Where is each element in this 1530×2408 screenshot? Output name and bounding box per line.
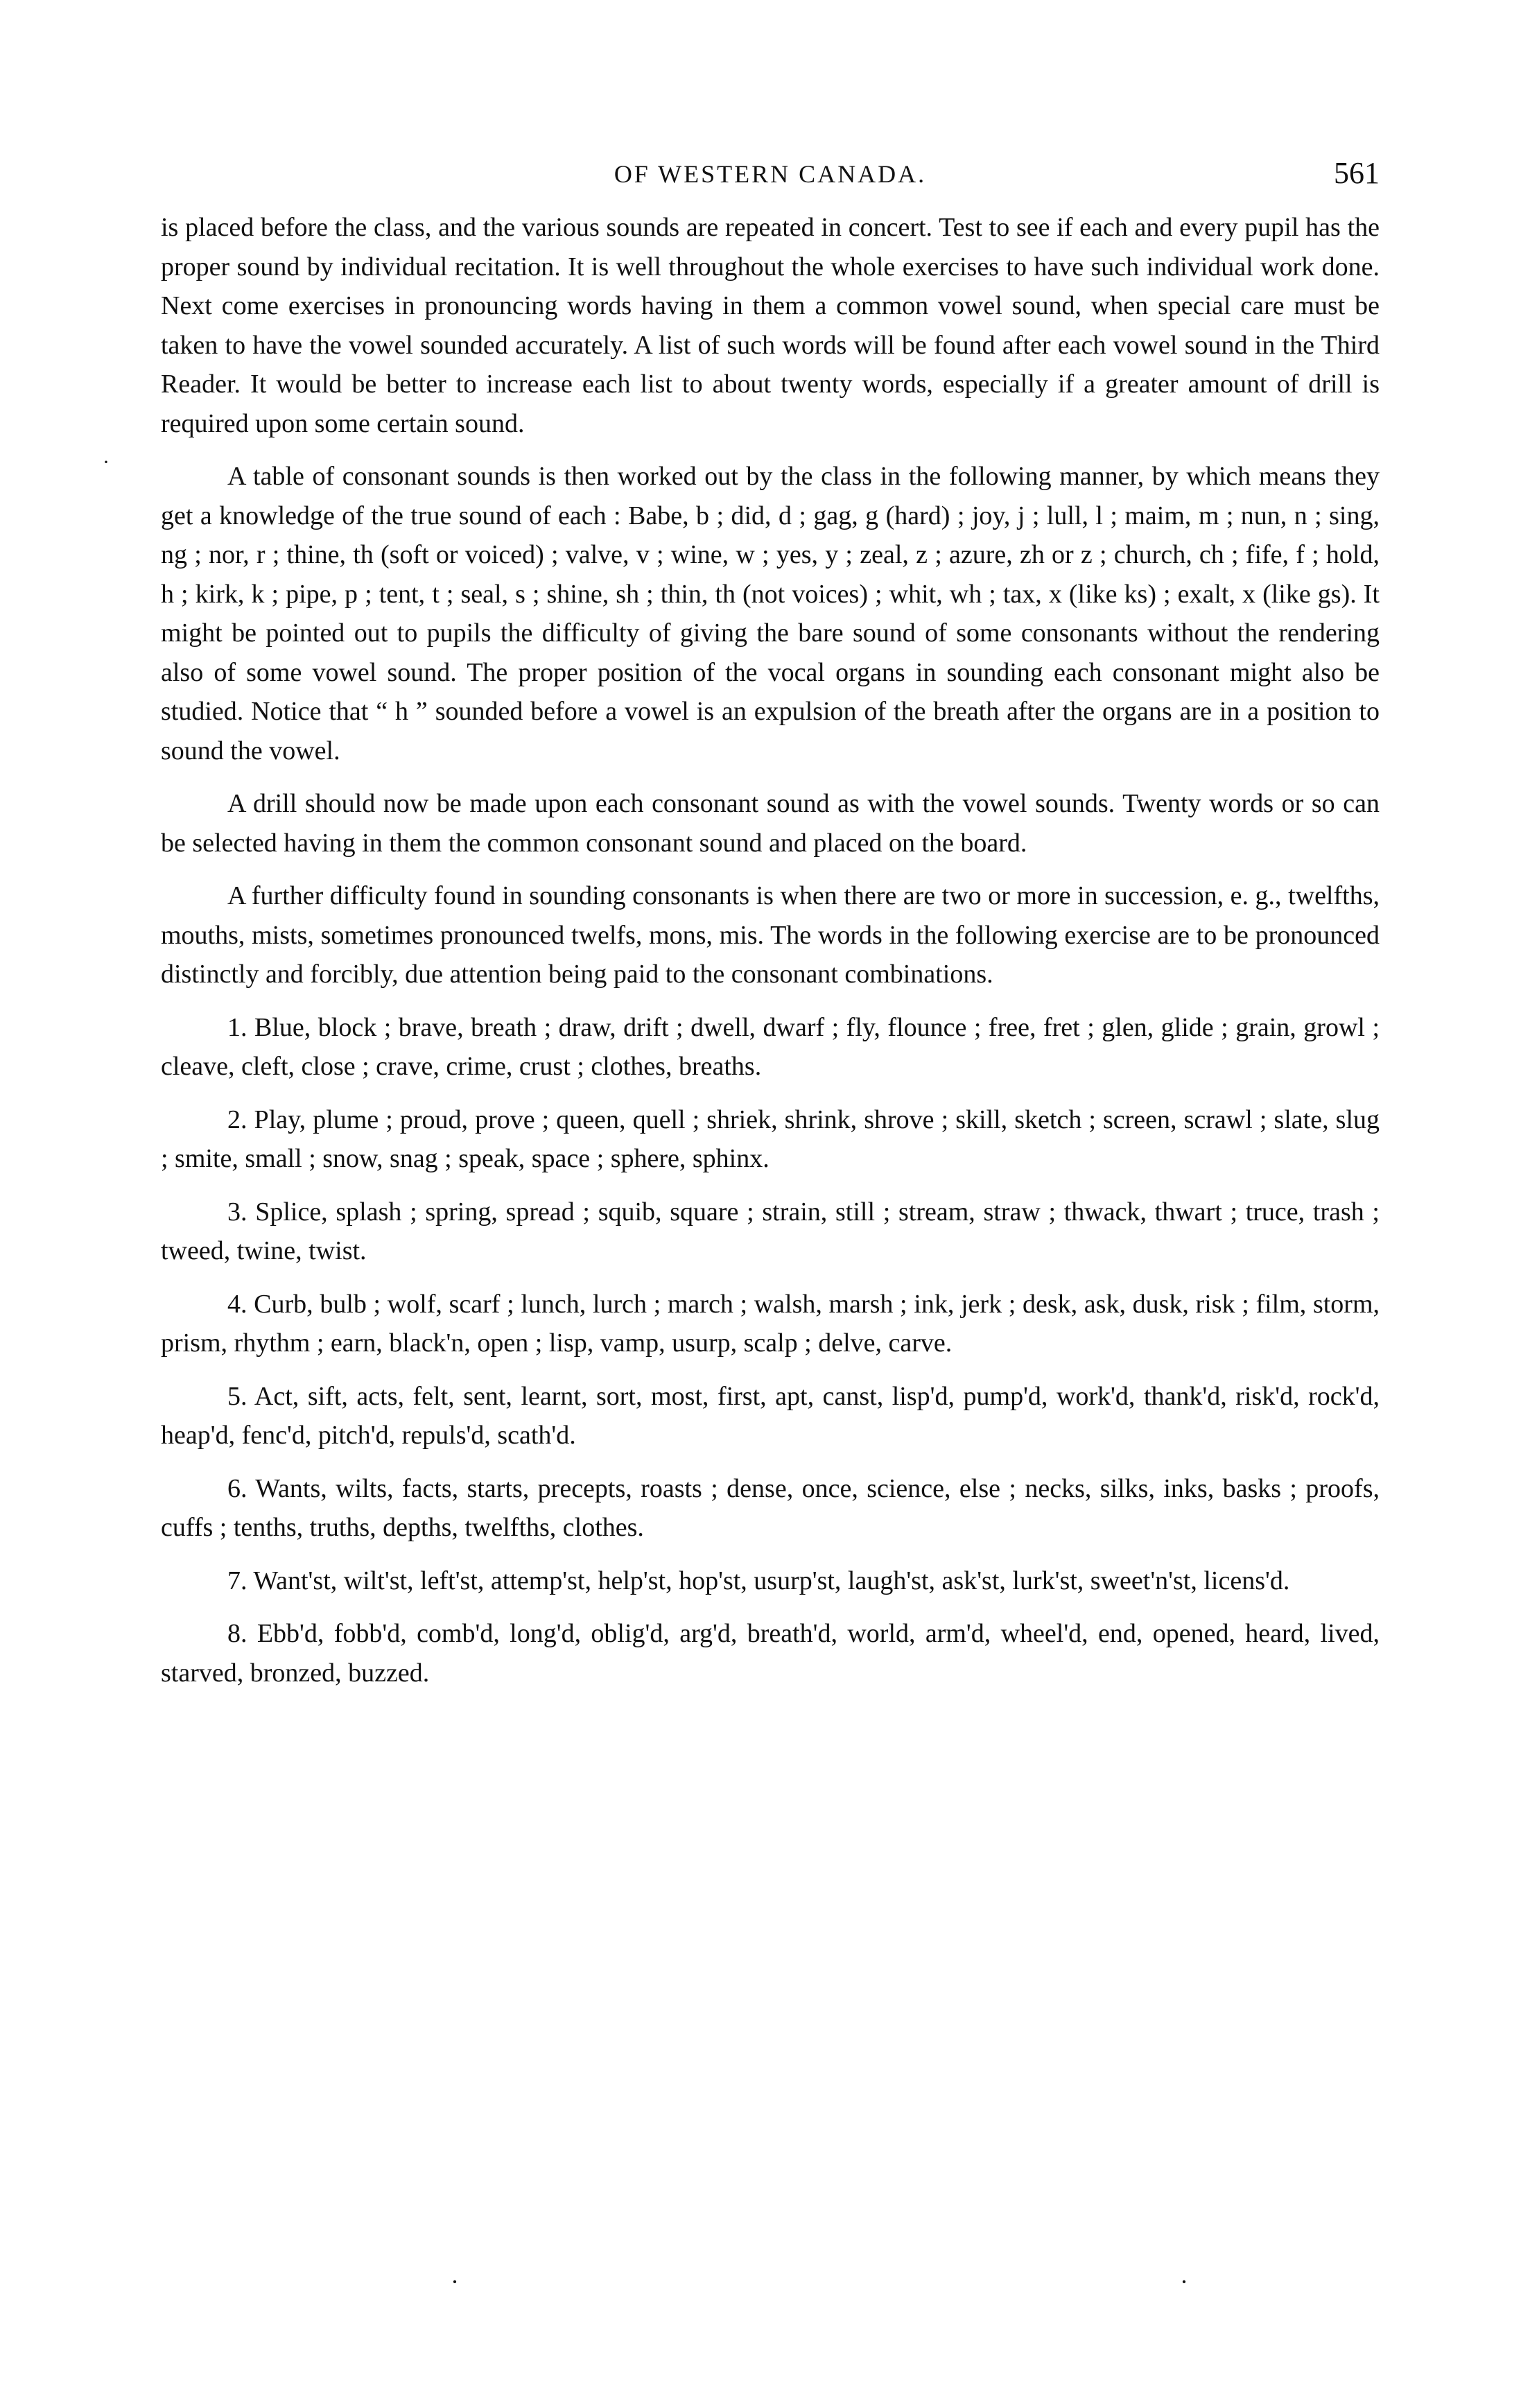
exercise-item: 5. Act, sift, acts, felt, sent, learnt, sort, most, first, apt, canst, lisp'd, pump'd, work'd, thank'd, risk'd, rock'd, heap'd, fenc'd, pitch'd, repuls'd, scath'd. bbox=[161, 1381, 1380, 1450]
page-number: 561 bbox=[1334, 156, 1380, 190]
exercise-item: 7. Want'st, wilt'st, left'st, attemp'st, help'st, hop'st, usurp'st, laugh'st, ask'st, lurk'st, sweet'n'st, licens'd. bbox=[227, 1566, 1290, 1595]
footer-marks bbox=[0, 2267, 1530, 2295]
exercise-item: 4. Curb, bulb ; wolf, scarf ; lunch, lurch ; march ; walsh, marsh ; ink, jerk ; desk, ask, dusk, risk ; film, storm, prism, rhythm ; earn, black'n, open ; lisp, vamp, usurp, scalp ; delve, carve. bbox=[161, 1289, 1380, 1358]
exercise-item: 8. Ebb'd, fobb'd, comb'd, long'd, oblig'd, arg'd, breath'd, world, arm'd, wheel'd, end, opened, heard, lived, starved, bronzed, buzzed. bbox=[161, 1619, 1380, 1688]
running-header bbox=[161, 156, 1380, 208]
paragraph-difficulty: A further difficulty found in sounding consonants is when there are two or more in succession, e. g., twelfths, mouths, mists, sometimes pronounced twelfs, mons, mis. The words in the following exercise are to be pronounced distinctly and forcibly, due attention being paid to the consonant combinations. bbox=[161, 881, 1380, 989]
page-body bbox=[161, 156, 1380, 1692]
margin-mark: · bbox=[103, 451, 110, 474]
footer-mark-right: · bbox=[1180, 2268, 1188, 2296]
paragraph-drill: A drill should now be made upon each consonant sound as with the vowel sounds. Twenty words or so can be selected having in them the common consonant sound and placed on the board. bbox=[161, 789, 1380, 858]
exercise-item: 2. Play, plume ; proud, prove ; queen, quell ; shriek, shrink, shrove ; skill, sketch ; screen, scrawl ; slate, slug ; smite, small ; snow, snag ; speak, space ; sphere, sphinx. bbox=[161, 1105, 1380, 1173]
footer-mark-left: · bbox=[451, 2268, 459, 2296]
paragraph-continued: is placed before the class, and the various sounds are repeated in concert. Test to see if each and every pupil has the proper sound by individual recitation. It is well throughout the whole exercises to have such individual work done. Next come exercises in pronouncing words having in them a common vowel sound, when special care must be taken to have the vowel sounded accurately. A list of such words will be found after each vowel sound in the Third Reader. It would be better to increase each list to about twenty words, especially if a greater amount of drill is required upon some certain sound. bbox=[161, 213, 1380, 438]
paragraph-consonant-table: A table of consonant sounds is then worked out by the class in the following manner, by which means they get a knowledge of the true sound of each : Babe, b ; did, d ; gag, g (hard) ; joy, j ; lull, l ; maim, m ; nun, n ; sing, ng ; nor, r ; thine, th (soft or voiced) ; valve, v ; wine, w ; yes, y ; zeal, z ; azure, zh or z ; church, ch ; fife, f ; hold, h ; kirk, k ; pipe, p ; tent, t ; seal, s ; shine, sh ; thin, th (not voices) ; whit, wh ; tax, x (like ks) ; exalt, x (like gs). It might be pointed out to pupils the difficulty of giving the bare sound of some consonants without the rendering also of some vowel sound. The proper position of the vocal organs in sounding each consonant might also be studied. Notice that “ h ” sounded before a vowel is an expulsion of the breath after the organs are in a position to sound the vowel. bbox=[161, 462, 1380, 765]
exercise-item: 1. Blue, block ; brave, breath ; draw, drift ; dwell, dwarf ; fly, flounce ; free, fret ; glen, glide ; grain, growl ; cleave, cleft, close ; crave, crime, crust ; clothes, breaths. bbox=[161, 1012, 1380, 1081]
exercise-item: 6. Wants, wilts, facts, starts, precepts, roasts ; dense, once, science, else ; necks, silks, inks, basks ; proofs, cuffs ; tenths, truths, depths, twelfths, clothes. bbox=[161, 1473, 1380, 1542]
exercise-item: 3. Splice, splash ; spring, spread ; squib, square ; strain, still ; stream, straw ; thwack, thwart ; truce, trash ; tweed, twine, twist. bbox=[161, 1197, 1380, 1265]
running-title: OF WESTERN CANADA. bbox=[614, 160, 927, 188]
